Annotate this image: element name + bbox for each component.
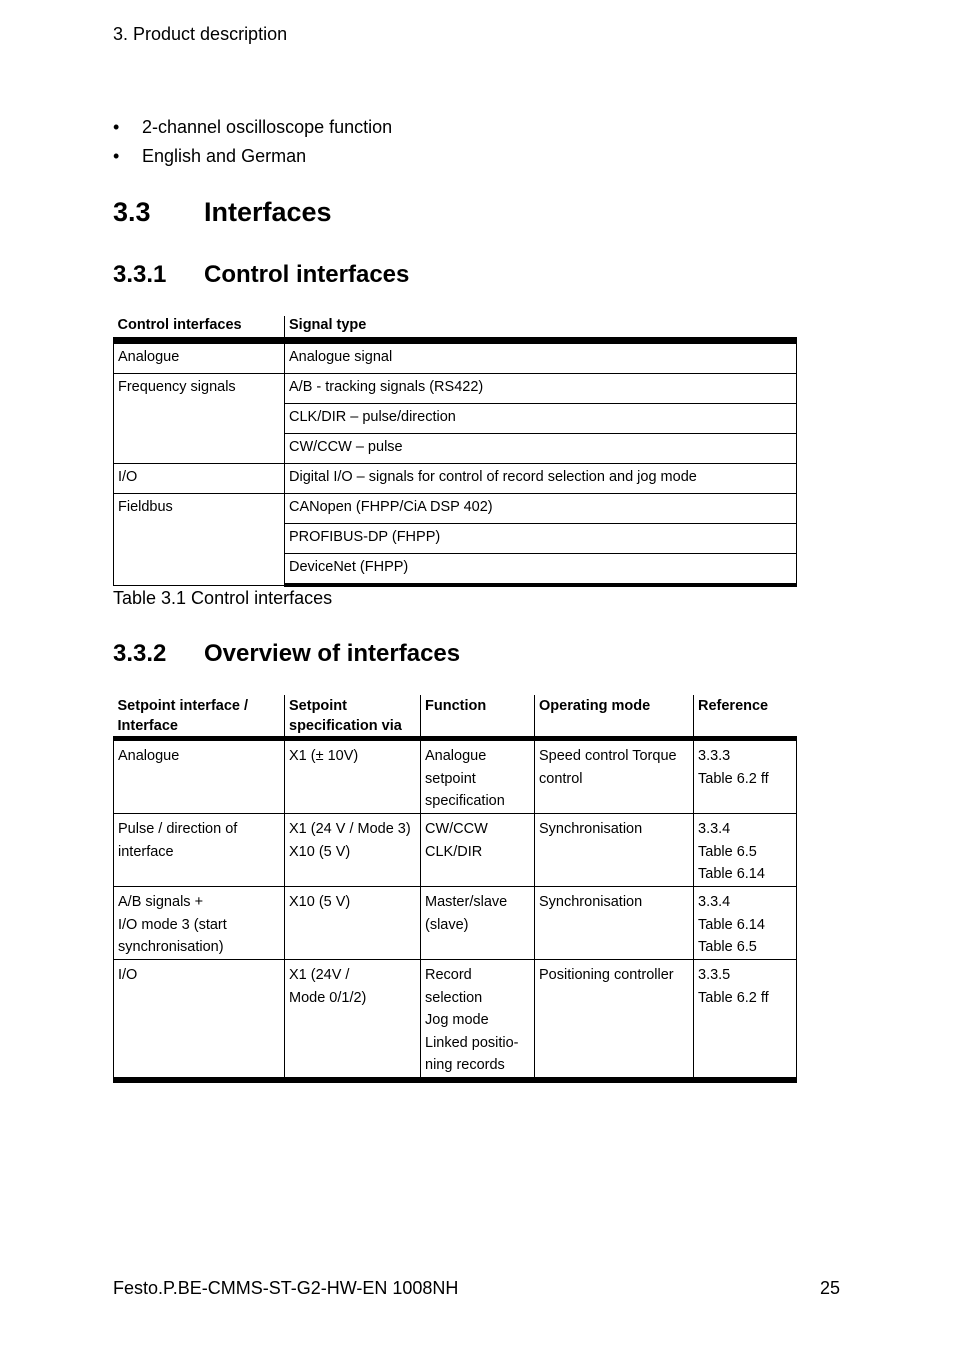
table-row — [114, 464, 797, 494]
section-number: 3.3 — [113, 197, 151, 227]
table-cell: A/B - tracking signals (RS422) — [285, 374, 797, 404]
feature-list — [113, 114, 392, 172]
list-item: • English and German — [113, 143, 392, 172]
table-cell: CW/CCW – pulse — [285, 434, 797, 464]
document-id: Festo.P.BE-CMMS-ST-G2-HW-EN 1008NH — [113, 1278, 459, 1298]
table-cell: X1 (24V / Mode 0/1/2) — [285, 960, 421, 1081]
column-header: Control interfaces — [114, 316, 285, 341]
interfaces-overview-table — [113, 695, 797, 1083]
table-cell: CLK/DIR – pulse/direction — [285, 404, 797, 434]
column-header: Signal type — [285, 316, 797, 341]
table-cell: X1 (24 V / Mode 3) X10 (5 V) — [285, 814, 421, 887]
section-title: Interfaces — [204, 197, 332, 227]
table-cell: Speed control Torque control — [535, 739, 694, 814]
table-row — [114, 814, 797, 887]
table-cell: Master/slave (slave) — [421, 887, 535, 960]
table-cell: Synchronisation — [535, 814, 694, 887]
table-cell: Positioning controller — [535, 960, 694, 1081]
table-cell: 3.3.3 Table 6.2 ff — [694, 739, 797, 814]
table-cell: I/O — [114, 960, 285, 1081]
column-header: Reference — [694, 695, 797, 739]
table-cell: Analogue signal — [285, 341, 797, 374]
table-cell: I/O — [114, 464, 285, 494]
table-row — [114, 887, 797, 960]
table-cell: DeviceNet (FHPP) — [285, 554, 797, 586]
section-title: Control interfaces — [204, 261, 410, 288]
table-cell: 3.3.4 Table 6.14 Table 6.5 — [694, 887, 797, 960]
page-number: 25 — [820, 1278, 841, 1298]
table-cell: Analogue — [114, 739, 285, 814]
table-row — [114, 739, 797, 814]
column-header: Operating mode — [535, 695, 694, 739]
section-heading-3-3 — [113, 197, 332, 228]
table-row — [114, 374, 797, 404]
column-header: Setpoint interface / Interface — [114, 695, 285, 739]
table-cell: Analogue setpoint specification — [421, 739, 535, 814]
table-cell: A/B signals + I/O mode 3 (start synchronisation) — [114, 887, 285, 960]
list-item: • 2-channel oscilloscope function — [113, 114, 392, 143]
table-cell: 3.3.5 Table 6.2 ff — [694, 960, 797, 1081]
table-cell: CW/CCW CLK/DIR — [421, 814, 535, 887]
table-cell: Analogue — [114, 341, 285, 374]
table-cell: Fieldbus — [114, 494, 285, 586]
table-row — [114, 960, 797, 1081]
section-heading-3-3-2 — [113, 640, 460, 668]
table-row — [114, 341, 797, 374]
section-title: Overview of interfaces — [204, 640, 461, 667]
table-cell: PROFIBUS-DP (FHPP) — [285, 524, 797, 554]
table-cell: Pulse / direction of interface — [114, 814, 285, 887]
table-cell: Record selection Jog mode Linked positio-ning records — [421, 960, 535, 1081]
table-cell: Frequency signals — [114, 374, 285, 464]
table-cell: 3.3.4 Table 6.5 Table 6.14 — [694, 814, 797, 887]
column-header: Function — [421, 695, 535, 739]
section-heading-3-3-1 — [113, 261, 409, 289]
table-cell: Synchronisation — [535, 887, 694, 960]
table-cell: X10 (5 V) — [285, 887, 421, 960]
running-header: 3. Product description — [113, 24, 288, 44]
control-interfaces-table — [113, 316, 797, 587]
table-cell: X1 (± 10V) — [285, 739, 421, 814]
table-cell: Digital I/O – signals for control of record selection and jog mode — [285, 464, 797, 494]
table-row — [114, 494, 797, 524]
column-header: Setpoint specification via — [285, 695, 421, 739]
table-caption: Table 3.1 Control interfaces — [113, 588, 333, 608]
table-cell: CANopen (FHPP/CiA DSP 402) — [285, 494, 797, 524]
section-number: 3.3.2 — [113, 640, 167, 667]
section-number: 3.3.1 — [113, 261, 167, 288]
